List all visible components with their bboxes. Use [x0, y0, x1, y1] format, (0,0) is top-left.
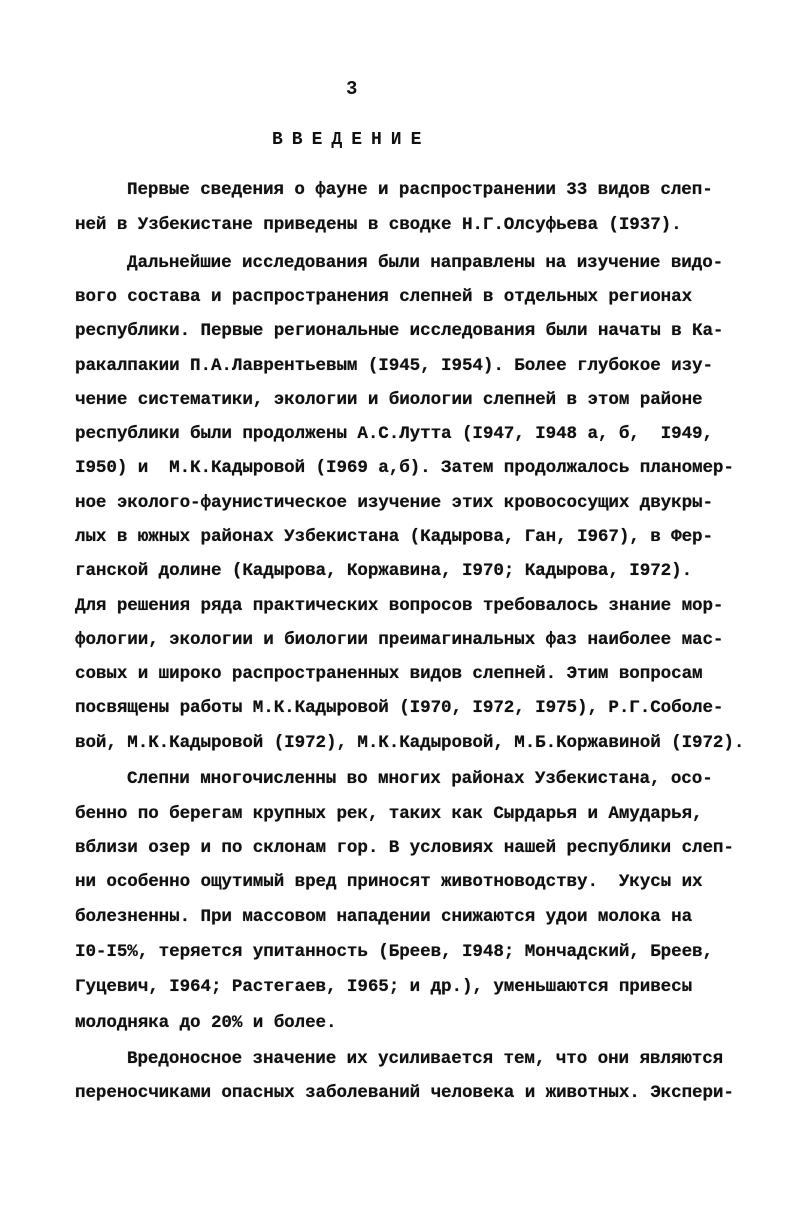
text-line: вблизи озер и по склонам гор. В условиях нашей республики слеп-	[75, 838, 734, 858]
text-line: вой, М.К.Кадыровой (I972), М.К.Кадыровой, М.Б.Коржавиной (I972).	[75, 733, 745, 753]
text-line: Первые сведения о фауне и распространении 33 видов слеп-	[127, 180, 713, 200]
text-line: ней в Узбекистане приведены в сводке Н.Г.Олсуфьева (I937).	[75, 215, 682, 235]
section-title: ВВЕДЕНИЕ	[272, 130, 431, 150]
text-line: Вредоносное значение их усиливается тем, что они являются	[127, 1049, 724, 1069]
text-line: чение систематики, экологии и биологии слепней в этом районе	[75, 390, 703, 410]
text-line: совых и широко распространенных видов слепней. Этим вопросам	[75, 664, 703, 684]
text-line: фологии, экологии и биологии преимагинальных фаз наиболее мас-	[75, 630, 724, 650]
text-line: переносчиками опасных заболеваний человека и животных. Экспери-	[75, 1083, 734, 1103]
text-line: лых в южных районах Узбекистана (Кадырова, Ган, I967), в Фер-	[75, 527, 713, 547]
page-number: 3	[346, 78, 358, 100]
text-line: Для решения ряда практических вопросов требовалось знание мор-	[75, 596, 724, 616]
text-line: I950) и М.К.Кадыровой (I969 а,б). Затем продолжалось планомер-	[75, 458, 734, 478]
text-line: I0-I5%, теряется упитанность (Бреев, I948; Мончадский, Бреев,	[75, 942, 713, 962]
text-line: посвящены работы М.К.Кадыровой (I970, I972, I975), Р.Г.Соболе-	[75, 698, 724, 718]
text-line: болезненны. При массовом нападении снижаются удои молока на	[75, 907, 693, 927]
text-line: Дальнейшие исследования были направлены на изучение видо-	[127, 253, 724, 273]
text-line: республики. Первые региональные исследования были начаты в Ка-	[75, 321, 724, 341]
text-line: ракалпакии П.А.Лаврентьевым (I945, I954). Более глубокое изу-	[75, 356, 713, 376]
text-line: молодняка до 20% и более.	[75, 1013, 337, 1033]
text-line: республики были продолжены А.С.Лутта (I947, I948 а, б, I949,	[75, 424, 713, 444]
text-line: Слепни многочисленны во многих районах Узбекистана, осо-	[127, 769, 713, 789]
text-line: ное эколого-фаунистическое изучение этих кровососущих двукры-	[75, 493, 713, 513]
text-line: вого состава и распространения слепней в отдельных регионах	[75, 287, 693, 307]
text-line: ни особенно ощутимый вред приносят животноводству. Укусы их	[75, 872, 703, 892]
text-line: ганской долине (Кадырова, Коржавина, I970; Кадырова, I972).	[75, 561, 693, 581]
text-line: Гуцевич, I964; Растегаев, I965; и др.), уменьшаются привесы	[75, 977, 693, 997]
text-line: бенно по берегам крупных рек, таких как Сырдарья и Амударья,	[75, 804, 703, 824]
